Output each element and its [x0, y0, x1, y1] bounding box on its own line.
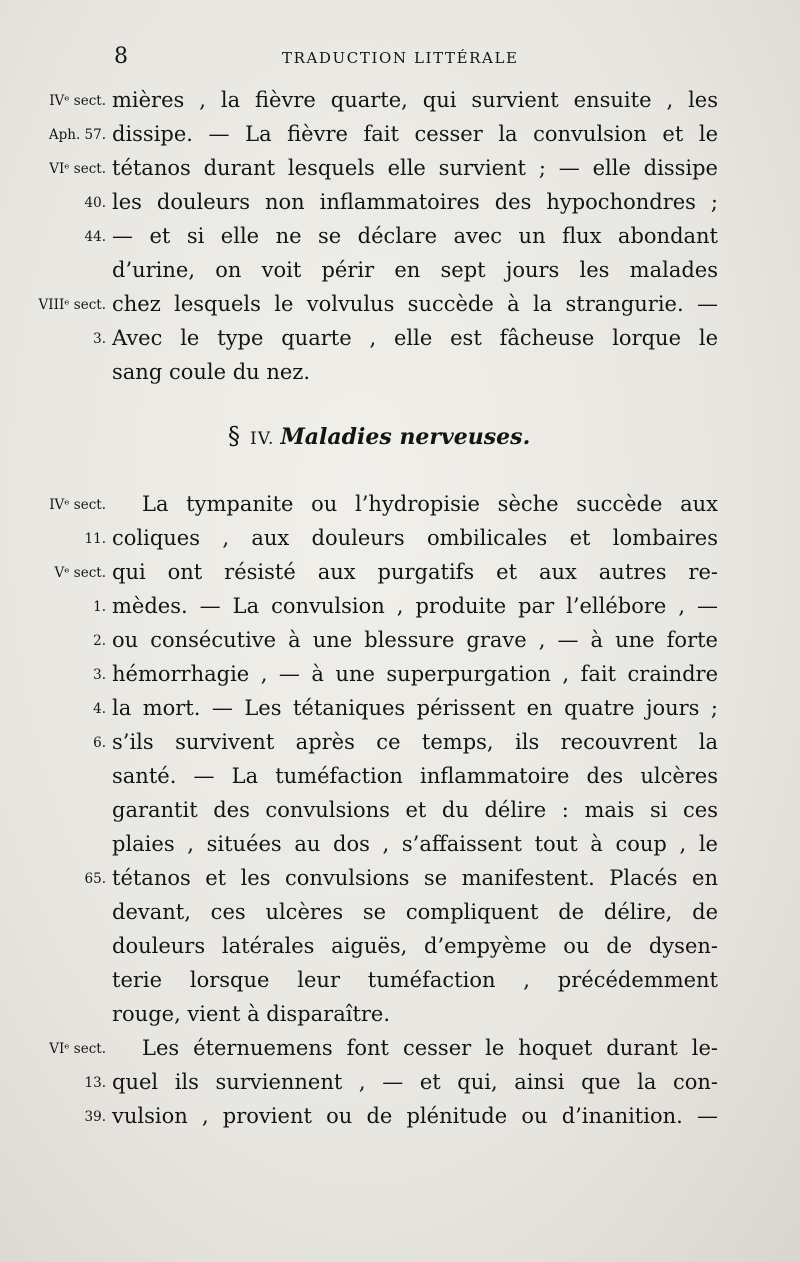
body-text-line: sang coule du nez. — [112, 360, 311, 384]
body-text-line: hémorrhagie , — à une superpurgation , fait craindre — [112, 662, 718, 686]
margin-reference: VIᵉ sect. — [49, 161, 106, 177]
text-line — [0, 488, 800, 522]
margin-reference: 40. — [84, 195, 106, 211]
body-text-line: — et si elle ne se déclare avec un flux abondant — [112, 224, 718, 248]
body-text-line: vulsion , provient ou de plénitude ou d’inanition. — — [112, 1104, 718, 1128]
body-text-line: tétanos et les convulsions se manifestent. Placés en — [112, 866, 718, 890]
text-line — [0, 288, 800, 322]
body-text-line: mières , la fièvre quarte, qui survient ensuite , les — [112, 88, 718, 112]
body-text-line: garantit des convulsions et du délire : mais si ces — [112, 798, 718, 822]
section-number: IV. — [250, 429, 275, 449]
margin-reference: 11. — [84, 531, 106, 547]
body-text-line: Avec le type quarte , elle est fâcheuse lorque le — [112, 326, 718, 350]
body-text-line: chez lesquels le volvulus succède à la strangurie. — — [112, 292, 718, 316]
text-line — [0, 1066, 800, 1100]
text-line — [0, 322, 800, 356]
body-text-line: La tympanite ou l’hydropisie sèche succède aux — [142, 492, 718, 516]
margin-reference: 4. — [93, 701, 106, 717]
text-line — [0, 692, 800, 726]
section-symbol: § — [228, 422, 240, 450]
text-line — [0, 356, 800, 390]
text-line — [0, 1032, 800, 1066]
page-number: 8 — [114, 44, 128, 69]
margin-reference: 13. — [84, 1075, 106, 1091]
margin-reference: 1. — [93, 599, 106, 615]
body-text-line: terie lorsque leur tuméfaction , précédemment — [112, 968, 718, 992]
margin-reference: Aph. 57. — [48, 127, 106, 143]
margin-reference: Vᵉ sect. — [54, 565, 106, 581]
text-line — [0, 220, 800, 254]
margin-reference: VIIIᵉ sect. — [38, 297, 106, 313]
text-line — [0, 522, 800, 556]
text-line — [0, 760, 800, 794]
body-text-line: d’urine, on voit périr en sept jours les malades — [112, 258, 718, 282]
text-line — [0, 1100, 800, 1134]
margin-reference: 65. — [84, 871, 106, 887]
body-text-line: devant, ces ulcères se compliquent de délire, de — [112, 900, 718, 924]
body-text-line: la mort. — Les tétaniques périssent en quatre jours ; — [112, 696, 718, 720]
margin-reference: 3. — [93, 667, 106, 683]
body-text-line: mèdes. — La convulsion , produite par l’ellébore , — — [112, 594, 718, 618]
margin-reference: IVᵉ sect. — [49, 497, 106, 513]
text-line — [0, 186, 800, 220]
text-line — [0, 794, 800, 828]
text-line — [0, 152, 800, 186]
text-line — [0, 658, 800, 692]
section-heading — [228, 418, 530, 457]
text-line — [0, 624, 800, 658]
text-line — [0, 828, 800, 862]
body-text-line: quel ils surviennent , — et qui, ainsi que la con- — [112, 1070, 718, 1094]
text-line — [0, 118, 800, 152]
text-line — [0, 862, 800, 896]
body-text-line: coliques , aux douleurs ombilicales et lombaires — [112, 526, 718, 550]
body-text-line: Les éternuemens font cesser le hoquet durant le- — [142, 1036, 718, 1060]
body-text-line: s’ils survivent après ce temps, ils recouvrent la — [112, 730, 718, 754]
body-text-line: les douleurs non inflammatoires des hypochondres ; — [112, 190, 718, 214]
body-text-line: rouge, vient à disparaître. — [112, 1002, 391, 1026]
body-text-line: ou consécutive à une blessure grave , — à une forte — [112, 628, 718, 652]
margin-reference: 39. — [84, 1109, 106, 1125]
text-line — [0, 896, 800, 930]
body-text-line: plaies , situées au dos , s’affaissent tout à coup , le — [112, 832, 718, 856]
text-line — [0, 964, 800, 998]
body-text-line: santé. — La tuméfaction inflammatoire des ulcères — [112, 764, 718, 788]
text-line — [0, 84, 800, 118]
text-line — [0, 726, 800, 760]
margin-reference: 44. — [84, 229, 106, 245]
body-text-line: tétanos durant lesquels elle survient ; — elle dissipe — [112, 156, 718, 180]
text-line — [0, 254, 800, 288]
body-text-line: douleurs latérales aiguës, d’empyème ou de dysen- — [112, 934, 718, 958]
text-line — [0, 556, 800, 590]
margin-reference: 2. — [93, 633, 106, 649]
text-line — [0, 998, 800, 1032]
margin-reference: VIᵉ sect. — [49, 1041, 106, 1057]
text-line — [0, 930, 800, 964]
body-text-line: qui ont résisté aux purgatifs et aux autres re- — [112, 560, 718, 584]
section-title: Maladies nerveuses. — [280, 424, 531, 450]
margin-reference: 6. — [93, 735, 106, 751]
margin-reference: IVᵉ sect. — [49, 93, 106, 109]
margin-reference: 3. — [93, 331, 106, 347]
page-header — [0, 42, 800, 72]
body-text-line: dissipe. — La fièvre fait cesser la convulsion et le — [112, 122, 718, 146]
running-title: TRADUCTION LITTÉRALE — [282, 49, 519, 67]
text-line — [0, 590, 800, 624]
